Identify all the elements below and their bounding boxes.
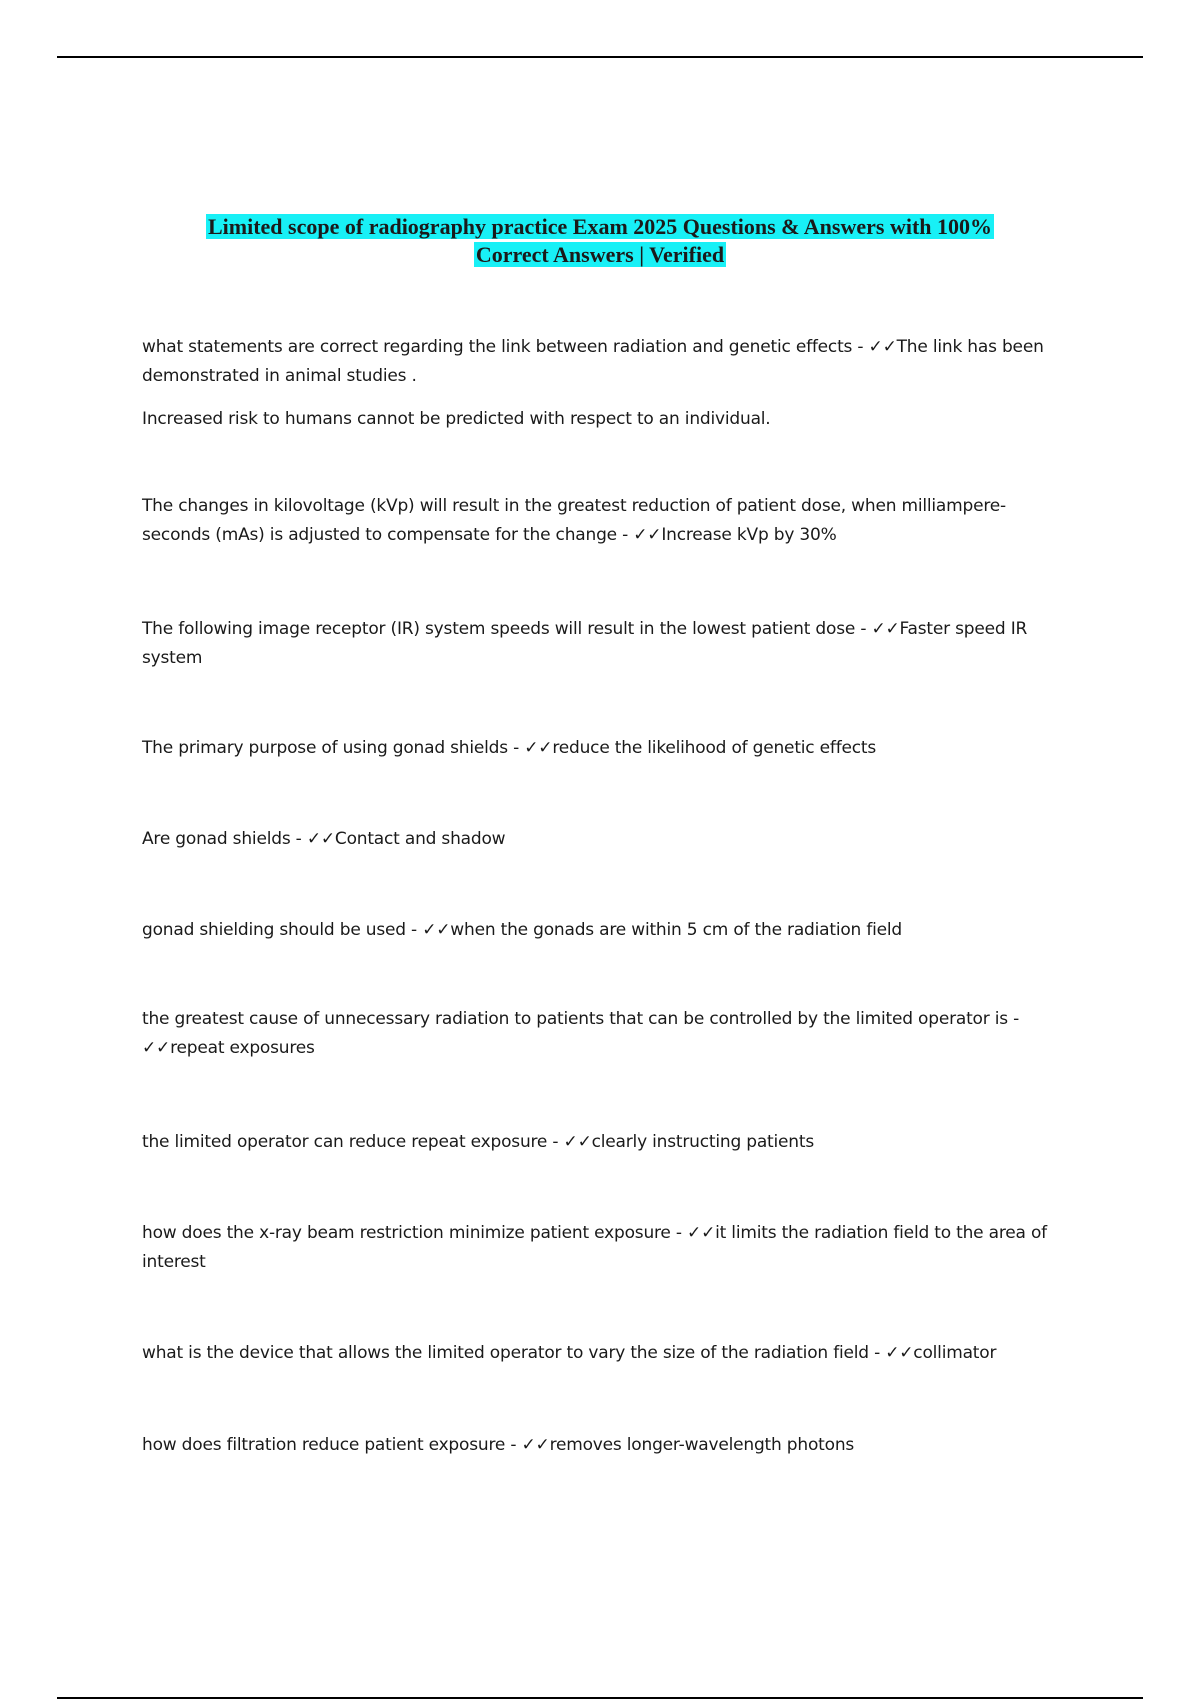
qa-item-3: The changes in kilovoltage (kVp) will result in the greatest reduction of patient dose, when milliampere-seconds (mAs) is adjusted to compensate for the change - ✓✓Increase kVp by 30% (142, 496, 1006, 545)
qa-item-2: Increased risk to humans cannot be predicted with respect to an individual. (142, 409, 771, 429)
qa-item-9: the limited operator can reduce repeat exposure - ✓✓clearly instructing patients (142, 1132, 814, 1152)
qa-item-7: gonad shielding should be used - ✓✓when the gonads are within 5 cm of the radiation field (142, 920, 903, 940)
document-title-line-2: Correct Answers | Verified (475, 242, 725, 267)
qa-item-6: Are gonad shields - ✓✓Contact and shadow (142, 829, 506, 849)
footer-rule (57, 1697, 1143, 1699)
header-rule (57, 56, 1143, 58)
qa-item-5: The primary purpose of using gonad shields - ✓✓reduce the likelihood of genetic effects (142, 738, 877, 758)
qa-item-4: The following image receptor (IR) system speeds will result in the lowest patient dose - ✓✓Faster speed IR system (142, 619, 1028, 668)
qa-item-11: what is the device that allows the limited operator to vary the size of the radiation field - ✓✓collimator (142, 1343, 997, 1363)
qa-item-8: the greatest cause of unnecessary radiation to patients that can be controlled by the limited operator is - ✓✓repeat exposures (142, 1009, 1020, 1058)
qa-item-10: how does the x-ray beam restriction minimize patient exposure - ✓✓it limits the radiation field to the area of interest (142, 1223, 1047, 1272)
qa-item-1: what statements are correct regarding the link between radiation and genetic effects - ✓✓The link has been demonstrated in animal studies . (142, 337, 1044, 386)
qa-item-12: how does filtration reduce patient exposure - ✓✓removes longer-wavelength photons (142, 1435, 855, 1455)
document-title-line-1: Limited scope of radiography practice Exam 2025 Questions & Answers with 100% (207, 214, 993, 239)
document-title (140, 213, 1060, 269)
